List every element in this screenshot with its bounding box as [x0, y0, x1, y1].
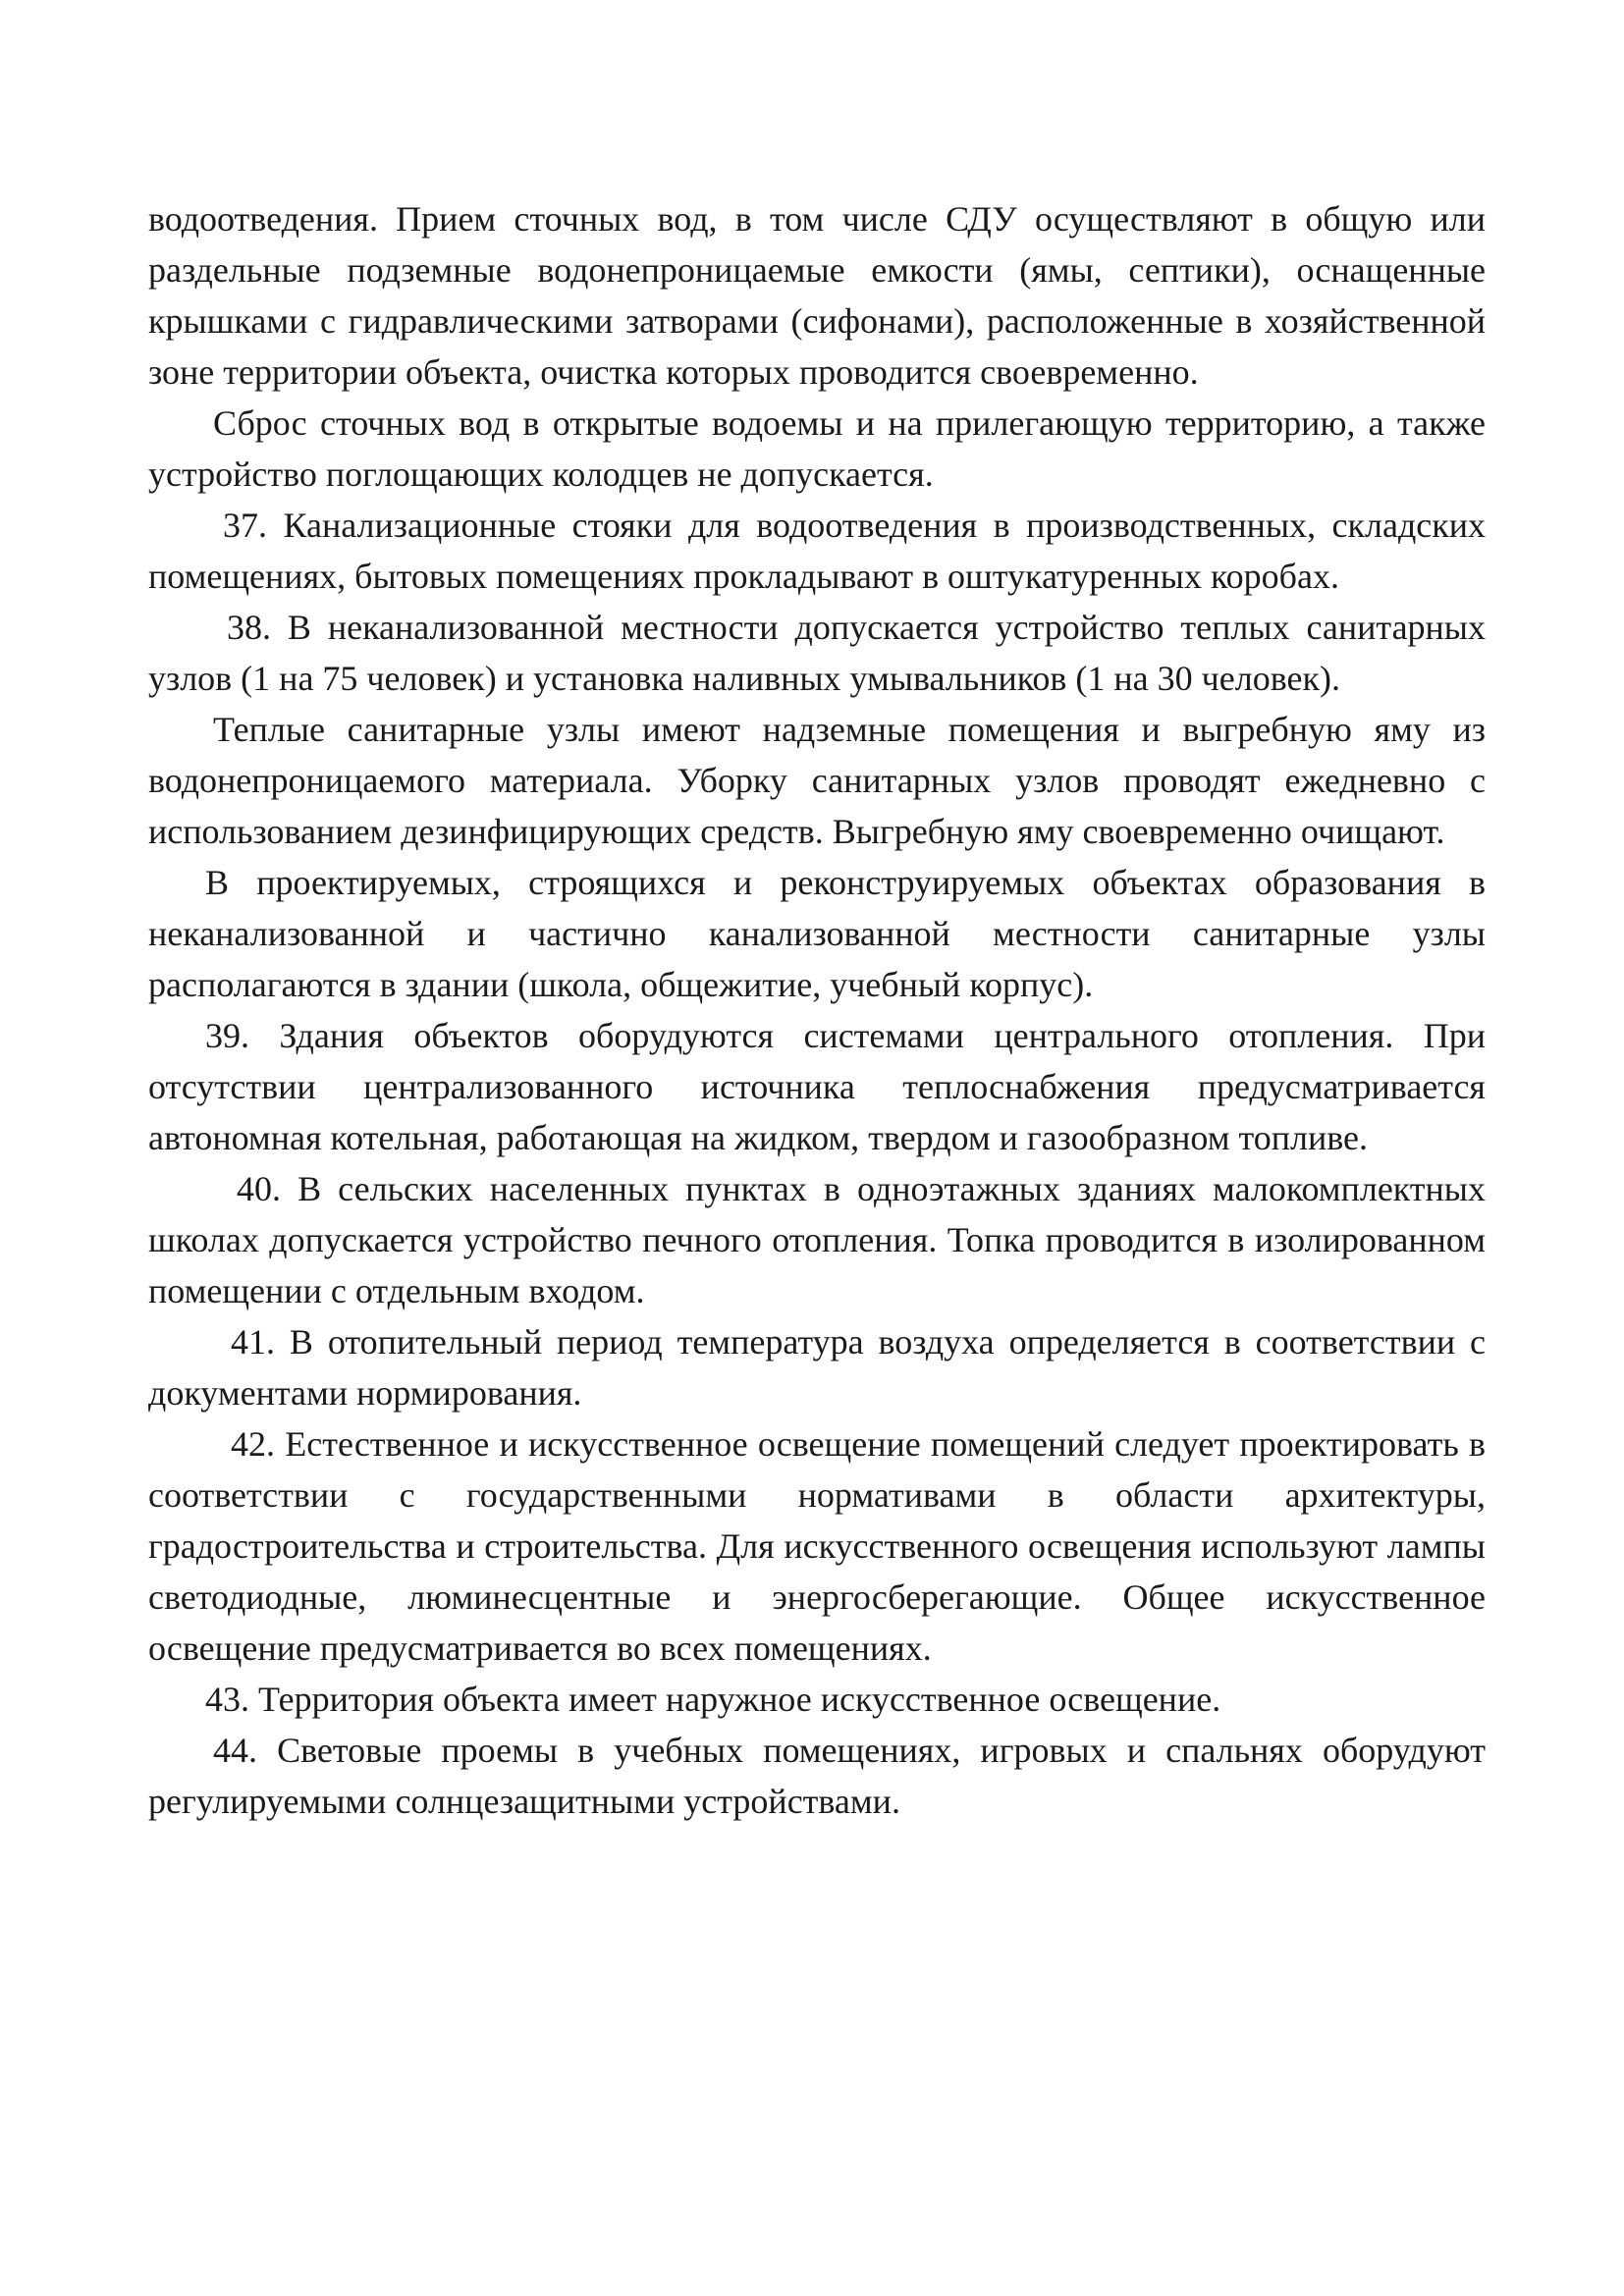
paragraph-43: 43. Территория объекта имеет наружное искусственное освещение.	[205, 1680, 1221, 1719]
paragraph-wastewater-reception: водоотведения. Прием сточных вод, в том числе СДУ осуществляют в общую или раздельные подземные водонепроницаемые емкости (ямы, септики), оснащенные крышками с гидравлическими затворами (сифонами), расположенные в хозяйственной зоне территории объекта, очистка которых проводится своевременно.	[148, 199, 1486, 392]
paragraph-40: 40. В сельских населенных пунктах в одноэтажных зданиях малокомплектных школах допускается устройство печного отопления. Топка проводится в изолированном помещении с отдельным входом.	[148, 1169, 1486, 1310]
paragraph-41: 41. В отопительный период температура воздуха определяется в соответствии с документами нормирования.	[148, 1322, 1486, 1413]
paragraph-new-buildings-sanitary: В проектируемых, строящихся и реконструируемых объектах образования в неканализованной и частично канализованной местности санитарные узлы располагаются в здании (школа, общежитие, учебный корпус).	[148, 863, 1486, 1004]
paragraph-warm-sanitary-units: Теплые санитарные узлы имеют надземные помещения и выгребную яму из водонепроницаемого материала. Уборку санитарных узлов проводят ежедневно с использованием дезинфицирующих средств. Выгребную яму своевременно очищают.	[148, 710, 1486, 851]
paragraph-42: 42. Естественное и искусственное освещение помещений следует проектировать в соответствии с государственными нормативами в области архитектуры, градостроительства и строительства. Для искусственного освещения используют лампы светодиодные, люминесцентные и энергосберегающие. Общее искусственное освещение предусматривается во всех помещениях.	[148, 1424, 1486, 1668]
paragraph-38: 38. В неканализованной местности допускается устройство теплых санитарных узлов (1 на 75 человек) и установка наливных умывальников (1 на 30 человек).	[148, 608, 1486, 698]
document-body	[148, 193, 1486, 1827]
paragraph-39: 39. Здания объектов оборудуются системами центрального отопления. При отсутствии централизованного источника теплоснабжения предусматривается автономная котельная, работающая на жидком, твердом и газообразном топливе.	[148, 1016, 1486, 1157]
paragraph-discharge-prohibition: Сброс сточных вод в открытые водоемы и на прилегающую территорию, а также устройство поглощающих колодцев не допускается.	[148, 403, 1486, 494]
paragraph-37: 37. Канализационные стояки для водоотведения в производственных, складских помещениях, бытовых помещениях прокладывают в оштукатуренных коробах.	[148, 506, 1486, 596]
paragraph-44: 44. Световые проемы в учебных помещениях, игровых и спальнях оборудуют регулируемыми солнцезащитными устройствами.	[148, 1731, 1486, 1821]
